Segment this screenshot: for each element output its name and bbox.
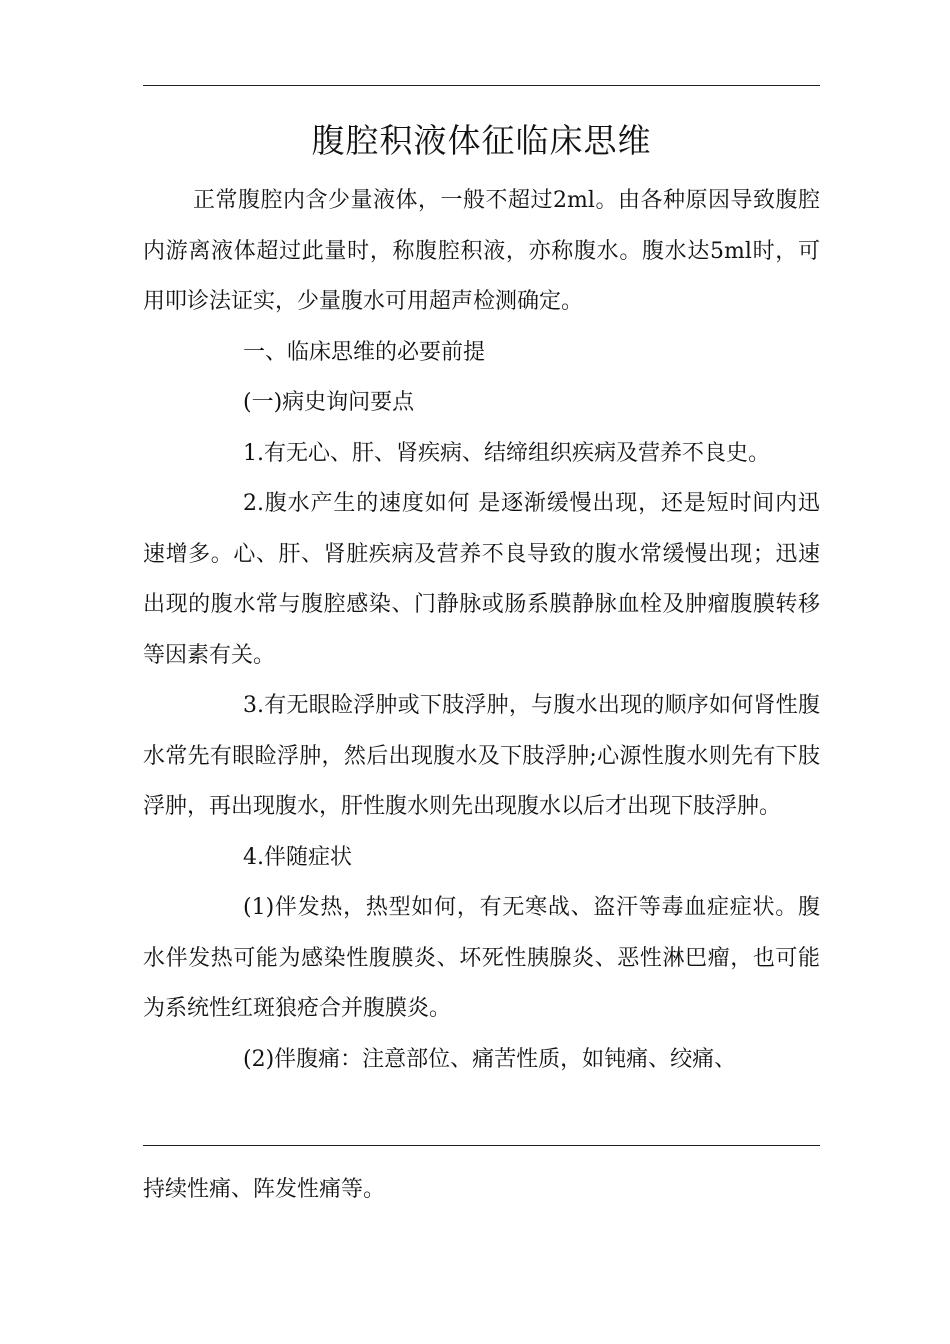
sub-item-1: (1)伴发热，热型如何，有无寒战、盗汗等毒血症症状。腹水伴发热可能为感染性腹膜炎、坏死性胰腺炎、恶性淋巴瘤，也可能为系统性红斑狼疮合并腹膜炎。 [143,895,820,1021]
list-item-1: 1.有无心、肝、肾疾病、结缔组织疾病及营养不良史。 [243,440,770,466]
document-body [143,176,820,1085]
header-rule [143,85,820,86]
intro-paragraph: 正常腹腔内含少量液体，一般不超过2ml。由各种原因导致腹腔内游离液体超过此量时，称腹腔积液，亦称腹水。腹水达5ml时，可用叩诊法证实，少量腹水可用超声检测确定。 [143,188,820,314]
list-item-2: 2.腹水产生的速度如何 是逐渐缓慢出现，还是短时间内迅速增多。心、肝、肾脏疾病及营养不良导致的腹水常缓慢出现；迅速出现的腹水常与腹腔感染、门静脉或肠系膜静脉血栓及肿瘤腹膜转移等因素有关。 [143,491,820,668]
section-heading: 一、临床思维的必要前提 [243,339,486,365]
subsection-heading: (一)病史询问要点 [243,390,415,415]
list-item-3: 3.有无眼睑浮肿或下肢浮肿，与腹水出现的顺序如何肾性腹水常先有眼睑浮肿，然后出现腹水及下肢浮肿;心源性腹水则先有下肢浮肿，再出现腹水，肝性腹水则先出现腹水以后才出现下肢浮肿。 [143,693,820,819]
sub-item-2: (2)伴腹痛：注意部位、痛苦性质，如钝痛、绞痛、 [243,1046,737,1072]
footer-rule [143,1145,820,1146]
document-title: 腹腔积液体征临床思维 [311,121,652,160]
list-item-4: 4.伴随症状 [243,844,352,870]
continuation-text: 持续性痛、阵发性痛等。 [143,1177,386,1202]
